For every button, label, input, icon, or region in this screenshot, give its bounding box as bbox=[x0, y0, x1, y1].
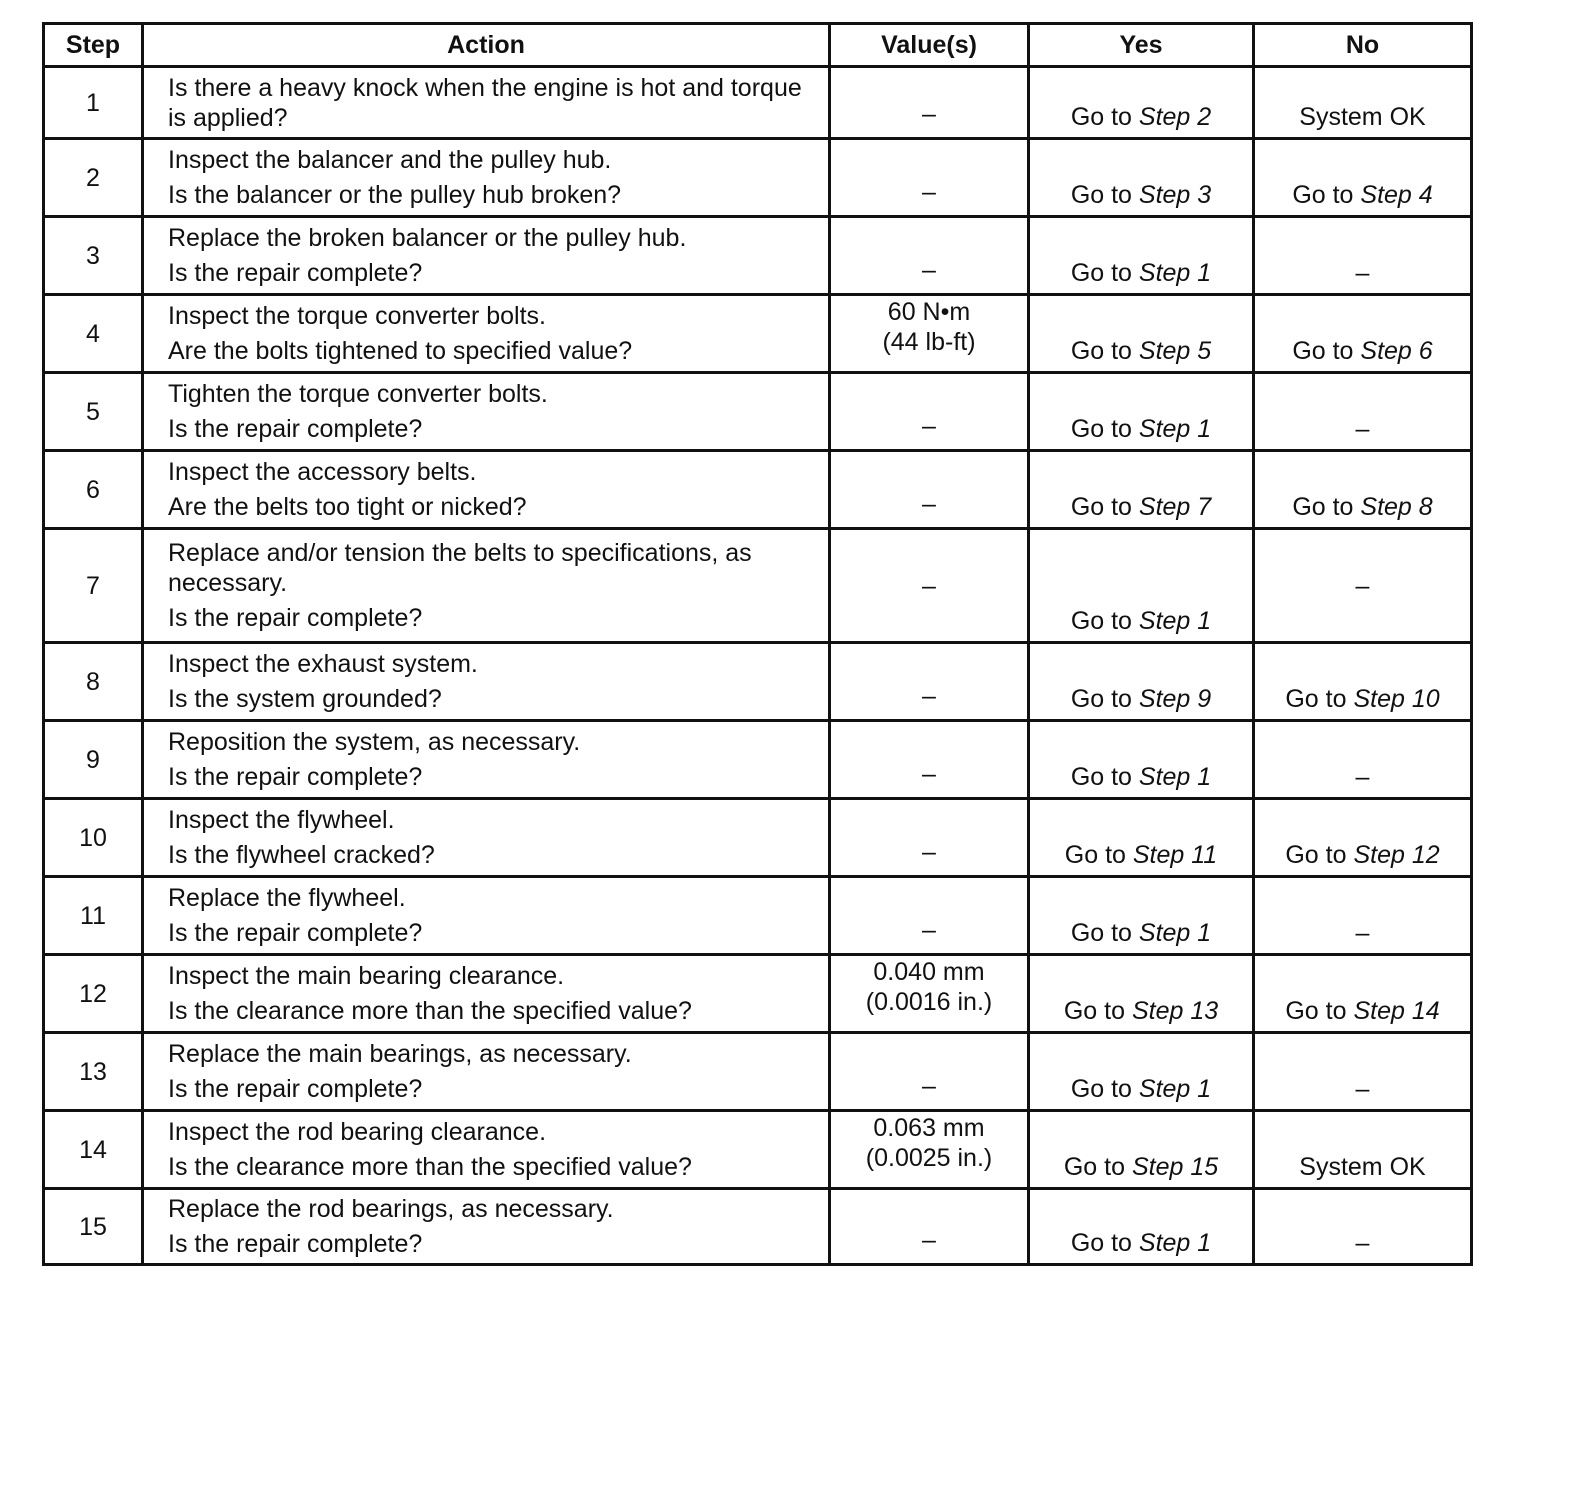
value-dash bbox=[830, 451, 1029, 529]
no-step-link: Step 6 bbox=[1360, 337, 1433, 365]
action-text bbox=[143, 373, 830, 451]
action-line: Inspect the balancer and the pulley hub. bbox=[168, 146, 612, 174]
yes-result bbox=[1029, 1189, 1254, 1265]
action-text bbox=[143, 877, 830, 955]
spec-value bbox=[830, 1111, 1029, 1189]
no-text: – bbox=[1355, 763, 1370, 791]
yes-step-link: Step 9 bbox=[1138, 685, 1212, 713]
yes-prefix: Go to bbox=[1070, 685, 1139, 713]
step-number: 5 bbox=[44, 373, 143, 451]
action-line: Is the repair complete? bbox=[168, 604, 423, 632]
no-result bbox=[1254, 799, 1472, 877]
table-row bbox=[44, 721, 1472, 799]
yes-step-link: Step 15 bbox=[1131, 1153, 1219, 1181]
no-result bbox=[1254, 955, 1472, 1033]
yes-result bbox=[1029, 67, 1254, 139]
yes-prefix: Go to bbox=[1070, 103, 1139, 131]
yes-prefix: Go to bbox=[1070, 415, 1139, 443]
action-line: Are the bolts tightened to specified value? bbox=[168, 337, 633, 365]
yes-step-link: Step 1 bbox=[1138, 919, 1212, 947]
action-line: Inspect the torque converter bolts. bbox=[168, 302, 546, 330]
value-dash bbox=[830, 643, 1029, 721]
yes-result bbox=[1029, 373, 1254, 451]
action-line: Is the balancer or the pulley hub broken? bbox=[168, 181, 622, 209]
action-text bbox=[143, 955, 830, 1033]
value-line: – bbox=[922, 1072, 936, 1100]
yes-result bbox=[1029, 721, 1254, 799]
action-text bbox=[143, 1111, 830, 1189]
no-prefix: Go to bbox=[1292, 181, 1361, 209]
action-line: Is the repair complete? bbox=[168, 763, 423, 791]
value-line: – bbox=[922, 838, 936, 866]
value-line: – bbox=[922, 1226, 936, 1254]
yes-step-link: Step 1 bbox=[1138, 259, 1212, 287]
yes-result bbox=[1029, 643, 1254, 721]
yes-result bbox=[1029, 529, 1254, 643]
no-result bbox=[1254, 721, 1472, 799]
no-step-link: Step 8 bbox=[1360, 493, 1433, 521]
step-number: 7 bbox=[44, 529, 143, 643]
yes-step-link: Step 1 bbox=[1138, 607, 1212, 635]
action-line: Inspect the accessory belts. bbox=[168, 458, 477, 486]
no-text: – bbox=[1355, 919, 1370, 947]
no-text: – bbox=[1355, 571, 1370, 600]
no-result bbox=[1254, 451, 1472, 529]
table-row bbox=[44, 955, 1472, 1033]
value-line: – bbox=[922, 412, 936, 440]
step-number: 14 bbox=[44, 1111, 143, 1189]
action-line: Replace the rod bearings, as necessary. bbox=[168, 1195, 614, 1223]
value-line: – bbox=[922, 571, 936, 600]
value-dash bbox=[830, 799, 1029, 877]
yes-prefix: Go to bbox=[1070, 919, 1139, 947]
step-number: 15 bbox=[44, 1189, 143, 1265]
value-line: 60 N•m bbox=[887, 297, 971, 326]
no-result bbox=[1254, 1189, 1472, 1265]
table-header-row bbox=[44, 24, 1472, 67]
action-text bbox=[143, 643, 830, 721]
action-text bbox=[143, 529, 830, 643]
yes-step-link: Step 3 bbox=[1138, 181, 1212, 209]
value-line: – bbox=[922, 178, 936, 206]
no-result bbox=[1254, 67, 1472, 139]
yes-step-link: Step 7 bbox=[1138, 493, 1212, 521]
action-text bbox=[143, 139, 830, 217]
no-result bbox=[1254, 373, 1472, 451]
value-line: – bbox=[922, 916, 936, 944]
action-text bbox=[143, 721, 830, 799]
no-result bbox=[1254, 1111, 1472, 1189]
value-line: – bbox=[922, 682, 936, 710]
yes-prefix: Go to bbox=[1064, 841, 1133, 869]
action-line: Is there a heavy knock when the engine is hot and torque is applied? bbox=[168, 73, 802, 132]
action-line: Reposition the system, as necessary. bbox=[168, 728, 581, 756]
value-dash bbox=[830, 721, 1029, 799]
step-number: 8 bbox=[44, 643, 143, 721]
yes-step-link: Step 11 bbox=[1132, 841, 1218, 869]
action-line: Is the clearance more than the specified value? bbox=[168, 997, 692, 1025]
value-line: 0.063 mm bbox=[873, 1113, 985, 1142]
step-number: 11 bbox=[44, 877, 143, 955]
action-line: Replace the main bearings, as necessary. bbox=[168, 1040, 632, 1068]
no-text: – bbox=[1355, 1229, 1370, 1257]
table-row bbox=[44, 1033, 1472, 1111]
yes-result bbox=[1029, 799, 1254, 877]
table-body bbox=[44, 67, 1472, 1265]
no-prefix: Go to bbox=[1285, 841, 1354, 869]
value-dash bbox=[830, 217, 1029, 295]
no-text: – bbox=[1355, 1075, 1370, 1103]
action-line: Is the repair complete? bbox=[168, 259, 423, 287]
action-text bbox=[143, 217, 830, 295]
action-line: Inspect the main bearing clearance. bbox=[168, 962, 565, 990]
value-line: (0.0016 in.) bbox=[865, 987, 993, 1016]
action-line: Is the repair complete? bbox=[168, 415, 423, 443]
table-row bbox=[44, 529, 1472, 643]
no-text: – bbox=[1355, 259, 1370, 287]
yes-prefix: Go to bbox=[1070, 337, 1139, 365]
yes-prefix: Go to bbox=[1070, 1229, 1139, 1257]
no-step-link: Step 4 bbox=[1360, 181, 1433, 209]
action-text bbox=[143, 1189, 830, 1265]
table-row bbox=[44, 67, 1472, 139]
value-line: (0.0025 in.) bbox=[865, 1143, 993, 1172]
table-row bbox=[44, 1111, 1472, 1189]
action-line: Is the repair complete? bbox=[168, 919, 423, 947]
value-dash bbox=[830, 529, 1029, 643]
yes-result bbox=[1029, 451, 1254, 529]
action-line: Inspect the exhaust system. bbox=[168, 650, 478, 678]
value-line: (44 lb-ft) bbox=[882, 327, 976, 356]
yes-prefix: Go to bbox=[1070, 181, 1139, 209]
value-dash bbox=[830, 1189, 1029, 1265]
value-dash bbox=[830, 67, 1029, 139]
step-number: 9 bbox=[44, 721, 143, 799]
step-number: 6 bbox=[44, 451, 143, 529]
action-text bbox=[143, 799, 830, 877]
yes-prefix: Go to bbox=[1063, 1153, 1132, 1181]
value-line: – bbox=[922, 100, 936, 128]
yes-step-link: Step 5 bbox=[1138, 337, 1212, 365]
diagnostic-table-container bbox=[42, 22, 1470, 1266]
value-line: 0.040 mm bbox=[873, 957, 985, 986]
value-line: – bbox=[922, 256, 936, 284]
table-row bbox=[44, 139, 1472, 217]
header-yes: Yes bbox=[1029, 24, 1254, 67]
yes-result bbox=[1029, 1111, 1254, 1189]
yes-prefix: Go to bbox=[1070, 763, 1139, 791]
step-number: 3 bbox=[44, 217, 143, 295]
action-text bbox=[143, 1033, 830, 1111]
action-line: Are the belts too tight or nicked? bbox=[168, 493, 527, 521]
table-row bbox=[44, 295, 1472, 373]
no-step-link: Step 10 bbox=[1353, 685, 1440, 713]
header-values: Value(s) bbox=[830, 24, 1029, 67]
yes-step-link: Step 1 bbox=[1138, 415, 1212, 443]
table-row bbox=[44, 643, 1472, 721]
value-dash bbox=[830, 877, 1029, 955]
action-line: Inspect the rod bearing clearance. bbox=[168, 1118, 547, 1146]
action-line: Tighten the torque converter bolts. bbox=[168, 380, 548, 408]
yes-result bbox=[1029, 217, 1254, 295]
spec-value bbox=[830, 295, 1029, 373]
no-result bbox=[1254, 877, 1472, 955]
diagnostic-table bbox=[42, 22, 1473, 1266]
no-result bbox=[1254, 643, 1472, 721]
step-number: 2 bbox=[44, 139, 143, 217]
yes-prefix: Go to bbox=[1063, 997, 1132, 1025]
yes-result bbox=[1029, 1033, 1254, 1111]
action-line: Inspect the flywheel. bbox=[168, 806, 395, 834]
no-text: System OK bbox=[1299, 1153, 1426, 1181]
value-line: – bbox=[922, 490, 936, 518]
yes-step-link: Step 1 bbox=[1138, 763, 1212, 791]
no-step-link: Step 12 bbox=[1353, 841, 1440, 869]
no-prefix: Go to bbox=[1285, 997, 1354, 1025]
action-text bbox=[143, 451, 830, 529]
action-line: Replace and/or tension the belts to specifications, as necessary. bbox=[168, 539, 752, 597]
no-text: System OK bbox=[1299, 103, 1426, 131]
yes-step-link: Step 2 bbox=[1138, 103, 1212, 131]
table-row bbox=[44, 1189, 1472, 1265]
no-result bbox=[1254, 217, 1472, 295]
action-line: Is the clearance more than the specified value? bbox=[168, 1153, 692, 1181]
action-line: Replace the flywheel. bbox=[168, 884, 406, 912]
value-line: – bbox=[922, 760, 936, 788]
no-result bbox=[1254, 139, 1472, 217]
step-number: 10 bbox=[44, 799, 143, 877]
action-line: Is the flywheel cracked? bbox=[168, 841, 435, 869]
value-dash bbox=[830, 1033, 1029, 1111]
no-result bbox=[1254, 1033, 1472, 1111]
table-row bbox=[44, 217, 1472, 295]
spec-value bbox=[830, 955, 1029, 1033]
header-no: No bbox=[1254, 24, 1472, 67]
yes-prefix: Go to bbox=[1070, 493, 1139, 521]
step-number: 1 bbox=[44, 67, 143, 139]
yes-step-link: Step 1 bbox=[1138, 1075, 1212, 1103]
yes-prefix: Go to bbox=[1070, 607, 1139, 635]
action-line: Is the system grounded? bbox=[168, 685, 442, 713]
table-row bbox=[44, 373, 1472, 451]
no-text: – bbox=[1355, 415, 1370, 443]
header-step: Step bbox=[44, 24, 143, 67]
no-prefix: Go to bbox=[1292, 337, 1361, 365]
yes-step-link: Step 1 bbox=[1138, 1229, 1212, 1257]
no-result bbox=[1254, 529, 1472, 643]
yes-result bbox=[1029, 295, 1254, 373]
action-text bbox=[143, 67, 830, 139]
yes-result bbox=[1029, 877, 1254, 955]
step-number: 12 bbox=[44, 955, 143, 1033]
action-line: Is the repair complete? bbox=[168, 1075, 423, 1103]
no-prefix: Go to bbox=[1292, 493, 1361, 521]
yes-result bbox=[1029, 955, 1254, 1033]
step-number: 4 bbox=[44, 295, 143, 373]
table-row bbox=[44, 451, 1472, 529]
table-row bbox=[44, 799, 1472, 877]
step-number: 13 bbox=[44, 1033, 143, 1111]
value-dash bbox=[830, 373, 1029, 451]
header-action: Action bbox=[143, 24, 830, 67]
no-result bbox=[1254, 295, 1472, 373]
value-dash bbox=[830, 139, 1029, 217]
yes-result bbox=[1029, 139, 1254, 217]
yes-step-link: Step 13 bbox=[1131, 997, 1219, 1025]
no-step-link: Step 14 bbox=[1353, 997, 1440, 1025]
table-row bbox=[44, 877, 1472, 955]
action-line: Replace the broken balancer or the pulley hub. bbox=[168, 224, 687, 252]
action-line: Is the repair complete? bbox=[168, 1230, 423, 1258]
no-prefix: Go to bbox=[1285, 685, 1354, 713]
yes-prefix: Go to bbox=[1070, 1075, 1139, 1103]
yes-prefix: Go to bbox=[1070, 259, 1139, 287]
action-text bbox=[143, 295, 830, 373]
